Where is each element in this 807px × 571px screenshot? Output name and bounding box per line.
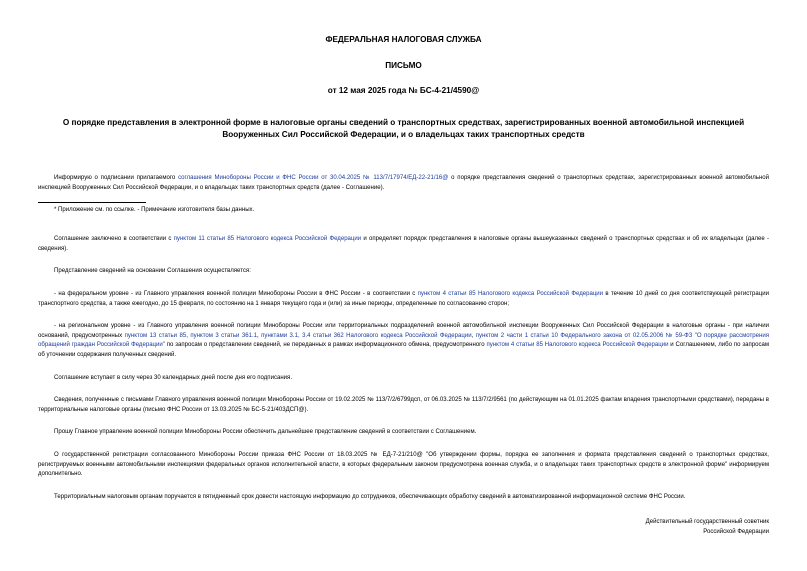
doc-date-number: от 12 мая 2025 года № БС-4-21/4590@	[327, 86, 480, 95]
p5-text-6: и Соглашением, либо по запросам об уточнении содержания полученных сведений.	[38, 342, 769, 358]
agency-heading: ФЕДЕРАЛЬНАЯ НАЛОГОВАЯ СЛУЖБА	[325, 35, 482, 44]
p2-text-1: Соглашение заключено в соответствии с	[54, 236, 174, 243]
paragraph-7: Сведения, полученные с письмами Главного управления военной полиции Минобороны России от 19.02.2025 № 113/7/2/6799дсп, от 06.03.2025 № 113/7/2/9561 (по действующим на 01.01.2025 фактам владения транспортными средствами), переданы в территориальные налоговые органы (письмо ФНС России от 13.03.2025 № БС-5-21/403ДСП@).	[38, 397, 769, 413]
paragraph-5	[38, 322, 769, 360]
agreement-link[interactable]: соглашения Минобороны России и ФНС России от 30.04.2025 № 113/7/17974/ЕД-22-21/16@	[178, 175, 449, 181]
p5-text-2: ,	[186, 332, 191, 339]
paragraph-3: Представление сведений на основании Соглашения осуществляется:	[54, 268, 251, 275]
p1-text-2: о порядке представления сведений о транспортных средствах, зарегистрированных военной автомобильной инспекцией Вооруженных Сил Российской Федерации, и о владельцах таких транспортных средств (далее - Соглашение).	[38, 175, 770, 191]
paragraph-4	[38, 290, 769, 309]
link-p31-a362[interactable]: пунктами 3.1, 3.4 статьи 362 Налогового кодекса Российской Федерации	[261, 332, 472, 339]
paragraph-1	[38, 174, 769, 193]
document-title: О порядке представления в электронной форме в налоговые органы сведений о транспортных средствах, зарегистрированных военной автомобильной инспекцией Вооруженных Сил Российской Федерации, и о владельцах таких транспортных средств	[62, 118, 745, 139]
p5-text-1: - на региональном уровне - из Главного управления военной полиции Минобороны России или территориальных подразделений военной автомобильной инспекции Вооруженных Сил Российской Федерации в налоговые органы - при наличии оснований, предусмотренных	[38, 323, 769, 339]
p5-text-4: ,	[471, 332, 476, 339]
signature-line-1: Действительный государственный советник	[645, 519, 769, 525]
link-p13-a85[interactable]: пунктом 13 статьи 85	[124, 332, 187, 339]
p1-text-1: Информирую о подписании прилагаемого	[54, 175, 179, 181]
link-p4-a85[interactable]: пунктом 4 статьи 85 Налогового кодекса Российской Федерации	[486, 342, 669, 349]
paragraph-6: Соглашение вступает в силу через 30 календарных дней после дня его подписания.	[54, 374, 293, 381]
footnote: * Приложение см. по ссылке. - Примечание изготовителя базы данных.	[54, 207, 255, 214]
link-p3-a361[interactable]: пунктом 3 статьи 361.1	[190, 332, 258, 339]
p4-text-2: в течение 10 дней со дня соответствующей регистрации транспортного средства, а также ежегодно, до 15 февраля, по состоянию на 1 января текущего года и (или) за иные периоды, определенные по согласованию сторон;	[38, 290, 769, 307]
p4-text-1: - на федеральном уровне - из Главного управления военной полиции Минобороны России в ФНС России - в соответствии с	[54, 290, 418, 297]
paragraph-2	[38, 235, 769, 254]
p9-text-1: О государственной регистрации согласованного Минобороны России приказа ФНС России от 18.03.2025 № ЕД-7-21/210@ "Об утверждении формы, порядка ее заполнения и формата представления сведений о транспортных средствах, регистрируемых военными автомобильными инспекциями федеральных органов исполнительной власти, в которых федеральным законом предусмотрена военная служба, и о владельцах таких транспортных средств в электронной форме" информируем дополнительно.	[38, 451, 769, 478]
paragraph-10: Территориальным налоговым органам поручается в пятидневный срок довести настоящую информацию до сотрудников, обеспечивающих обработку сведений в автоматизированной информационной системе ФНС России.	[54, 493, 686, 500]
link-fz-59[interactable]: пунктом 2 части 1 статьи 10 Федерального закона от 02.05.2006 № 59-ФЗ "О порядке рассмотрения обращений граждан Российской Федерации"	[38, 332, 769, 349]
footnote-separator	[38, 202, 146, 203]
signature-line-2: Российской Федерации	[703, 528, 769, 535]
p2-text-2: и определяет порядок представления в налоговые органы вышеуказанных сведений о транспортных средствах и об их владельцах (далее - сведения).	[38, 236, 770, 252]
p5-text-3: ,	[257, 332, 262, 339]
doc-type-heading: ПИСЬМО	[385, 61, 422, 70]
tax-code-link-p4-a85[interactable]: пунктом 4 статьи 85 Налогового кодекса Российской Федерации	[417, 290, 604, 297]
tax-code-link-p11-a85[interactable]: пунктом 11 статьи 85 Налогового кодекса Российской Федерации	[173, 236, 362, 243]
signature-block	[646, 518, 769, 537]
paragraph-9	[38, 451, 769, 480]
p5-text-5: по запросам о представлении сведений, не переданных в рамках информационного обмена, предусмотренного	[164, 342, 487, 349]
paragraph-8: Прошу Главное управление военной полиции Минобороны России обеспечить дальнейшее представление сведений в соответствии с Соглашением.	[54, 429, 477, 436]
